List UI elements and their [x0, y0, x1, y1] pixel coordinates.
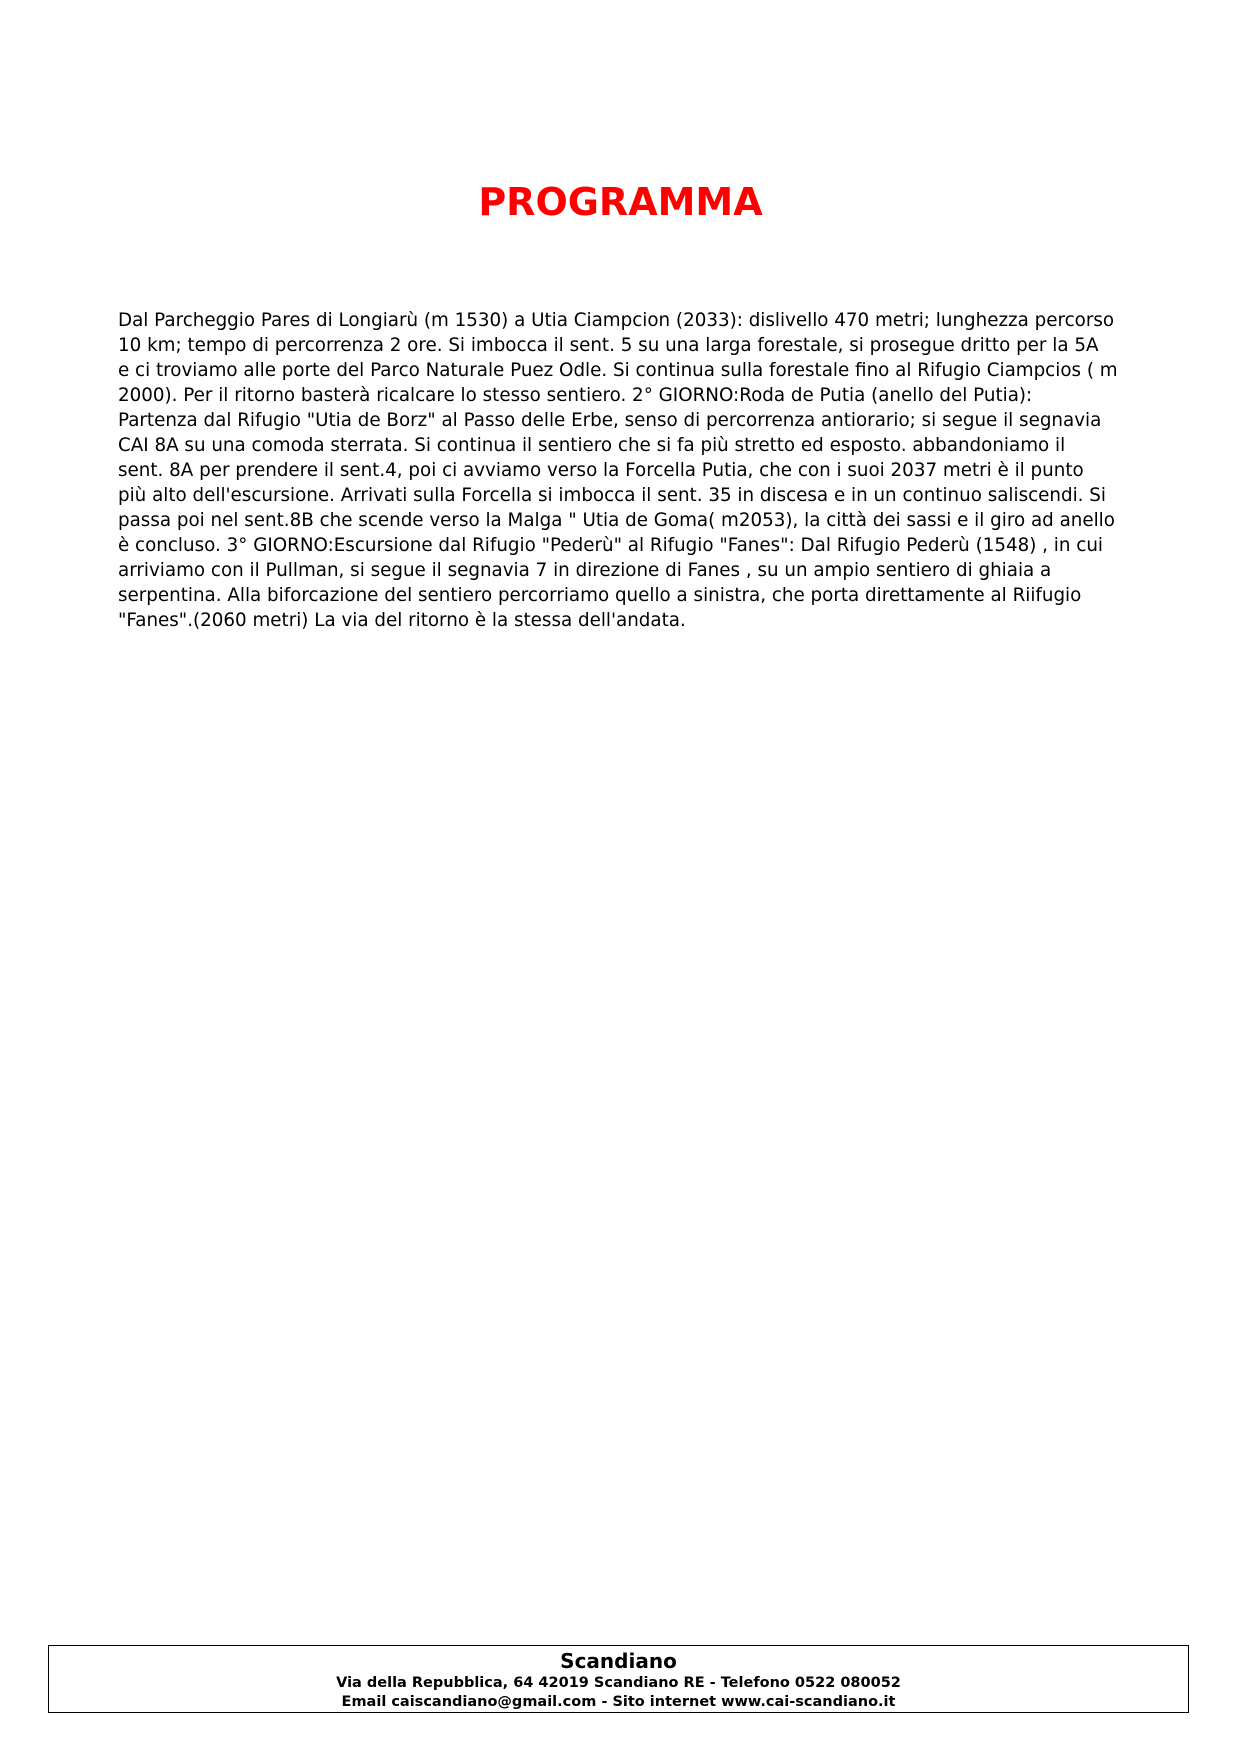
text-line: è concluso. 3° GIORNO:Escursione dal Rifugio "Pederù" al Rifugio "Fanes": Dal Rifugio Pederù (1548) , in cui [118, 535, 1103, 556]
text-line: 2000). Per il ritorno basterà ricalcare lo stesso sentiero. 2° GIORNO:Roda de Putia (anello del Putia): [118, 385, 1033, 406]
program-description [118, 308, 1128, 633]
text-line: Dal Parcheggio Pares di Longiarù (m 1530) a Utia Ciampcion (2033): dislivello 470 metri; lunghezza percorso [118, 310, 1115, 331]
text-line: Partenza dal Rifugio "Utia de Borz" al Passo delle Erbe, senso di percorrenza antiorario; si segue il segnavia [118, 410, 1102, 431]
text-line: e ci troviamo alle porte del Parco Naturale Puez Odle. Si continua sulla forestale fino al Rifugio Ciampcios ( m [118, 360, 1118, 381]
footer-box [48, 1645, 1189, 1713]
text-line: passa poi nel sent.8B che scende verso la Malga " Utia de Goma( m2053), la città dei sassi e il giro ad anello [118, 510, 1115, 531]
text-line: sent. 8A per prendere il sent.4, poi ci avviamo verso la Forcella Putia, che con i suoi 2037 metri è il punto [118, 460, 1084, 481]
footer-organization-name: Scandiano [560, 1649, 677, 1673]
text-line: 10 km; tempo di percorrenza 2 ore. Si imbocca il sent. 5 su una larga forestale, si prosegue dritto per la 5A [118, 335, 1099, 356]
footer-address: Via della Repubblica, 64 42019 Scandiano RE - Telefono 0522 080052 [336, 1675, 901, 1691]
text-line: più alto dell'escursione. Arrivati sulla Forcella si imbocca il sent. 35 in discesa e in un continuo saliscendi. Si [118, 485, 1106, 506]
page-title: PROGRAMMA [478, 180, 763, 224]
footer-contact: Email caiscandiano@gmail.com - Sito internet www.cai-scandiano.it [341, 1694, 896, 1710]
text-line: serpentina. Alla biforcazione del sentiero percorriamo quello a sinistra, che porta direttamente al Riifugio [118, 585, 1082, 606]
text-line: arriviamo con il Pullman, si segue il segnavia 7 in direzione di Fanes , su un ampio sentiero di ghiaia a [118, 560, 1052, 581]
text-line: "Fanes".(2060 metri) La via del ritorno è la stessa dell'andata. [118, 610, 686, 631]
text-line: CAI 8A su una comoda sterrata. Si continua il sentiero che si fa più stretto ed esposto. abbandoniamo il [118, 435, 1066, 456]
